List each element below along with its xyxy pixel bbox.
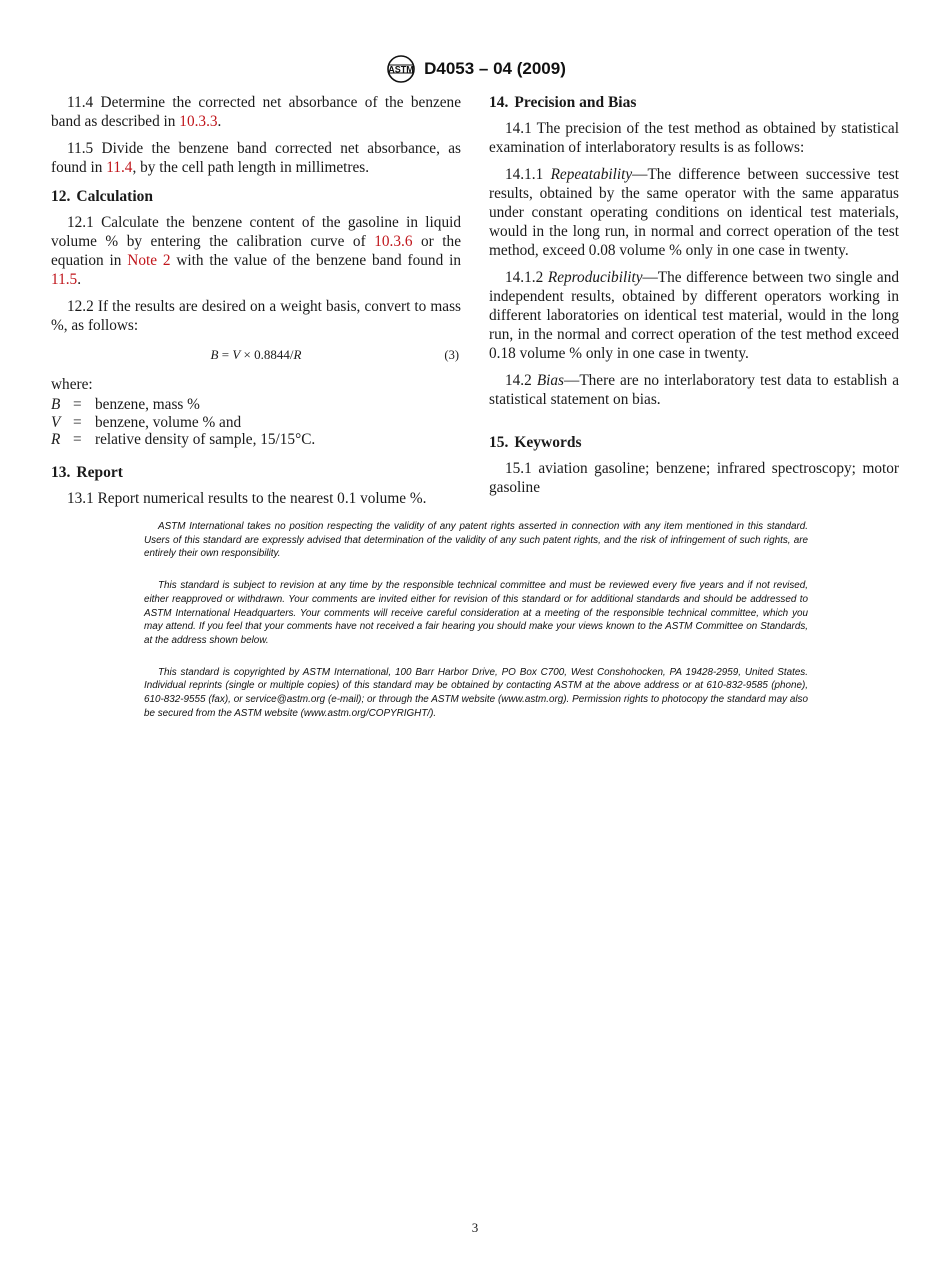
xref-10-3-6[interactable]: 10.3.6 [374,233,413,250]
paragraph-11-5: 11.5 Divide the benzene band corrected net absorbance, as found in 11.4, by the cell path length in millimetres. [51,140,462,176]
copyright-notice: This standard is copyrighted by ASTM International, 100 Barr Harbor Drive, PO Box C700, West Conshohocken, PA 19428-2959, United States. Individual reprints (single or multiple copies) of this standard may be obtained by contacting ASTM at the above address or at 610-832-9585 (phone), 610-832-9555 (fax), or service@astm.org (e-mail); or through the ASTM website (www.astm.org). Permission rights to photocopy the standard may also be secured from the ASTM website (www.astm.org/COPYRIGHT/). [144,666,808,719]
term-reproducibility: Reproducibility [547,269,643,286]
xref-10-3-3[interactable]: 10.3.3 [179,113,218,130]
xref-note-2[interactable]: Note 2 [127,252,171,269]
paragraph-14-1-2: 14.1.2 Reproducibility—The difference between two single and independent results, obtained by different operators working in different laboratories on identical test material, would in the long run, in the normal and correct operation of the test method exceed 0.18 volume % only in one case in twenty. [489,269,899,362]
paragraph-13-1: 13.1 Report numerical results to the nearest 0.1 volume %. [67,489,427,507]
page-header [0,54,950,84]
paragraph-15-1: 15.1 aviation gasoline; benzene; infrared spectroscopy; motor gasoline [489,460,899,496]
page-number: 3 [471,1220,479,1235]
definition-text: benzene, volume % and [95,413,242,431]
right-column [489,93,899,505]
section-13-heading: 13. Report [51,463,123,481]
definition-symbol: R [51,431,61,448]
definition-text: relative density of sample, 15/15°C. [95,431,316,448]
paragraph-14-1: 14.1 The precision of the test method as obtained by statistical examination of interlaboratory results is as follows: [489,120,899,156]
revision-notice: This standard is subject to revision at any time by the responsible technical committee and must be reviewed every five years and if not revised, either reapproved or withdrawn. Your comments are invited either for revision of this standard or for additional standards and should be addressed to ASTM International Headquarters. Your comments will receive careful consideration at a meeting of the responsible technical committee, which you may attend. If you feel that your comments have not received a fair hearing you should make your views known to the ASTM Committee on Standards, at the address shown below. [144,580,808,646]
astm-logo-icon [384,54,418,84]
patent-notice: ASTM International takes no position respecting the validity of any patent rights asserted in connection with any item mentioned in this standard. Users of this standard are expressly advised that determination of the validity of any such patent rights, and the risk of infringement of such rights, are entirely their own responsibility. [144,521,808,560]
footer-notices [144,520,808,738]
term-repeatability: Repeatability [550,166,633,183]
equation-number: (3) [444,348,459,362]
section-15-heading: 15. Keywords [489,434,582,451]
definition-text: benzene, mass % [95,396,200,413]
paragraph-12-1: 12.1 Calculate the benzene content of the gasoline in liquid volume % by entering the calibration curve of 10.3.6 or the equation in Note 2 with the value of the benzene band found in 11.5. [51,214,461,288]
left-column [51,93,461,516]
where-label: where: [51,376,93,393]
paragraph-14-1-1: 14.1.1 Repeatability—The difference between successive test results, obtained by the same operator with the same apparatus under constant operating conditions on identical test materials, would in the long run, in normal and correct operation of the test method, exceed 0.08 volume % only in one case in twenty. [489,166,899,259]
definition-symbol: V [51,413,61,431]
paragraph-11-4: 11.4 Determine the corrected net absorbance of the benzene band as described in 10.3.3. [51,94,461,130]
xref-11-4[interactable]: 11.4 [106,159,133,176]
definition-list: B = benzene, mass % V = benzene, volume % and R = relative density of sample, 15/15°C. [51,396,461,449]
section-12-heading: 12. Calculation [51,188,154,205]
term-bias: Bias [536,372,565,389]
section-14-heading: 14. Precision and Bias [489,94,637,111]
svg-text:ASTM: ASTM [388,64,414,75]
xref-11-5[interactable]: 11.5 [51,271,78,288]
paragraph-14-2: 14.2 Bias—There are no interlaboratory test data to establish a statistical statement on bias. [489,372,899,408]
paragraph-12-2: 12.2 If the results are desired on a weight basis, convert to mass %, as follows: [51,298,461,334]
equation-3: B = V × 0.8844/R (3) [51,345,461,363]
definition-symbol: B [51,396,61,413]
document-id: D4053 – 04 (2009) [424,59,566,78]
